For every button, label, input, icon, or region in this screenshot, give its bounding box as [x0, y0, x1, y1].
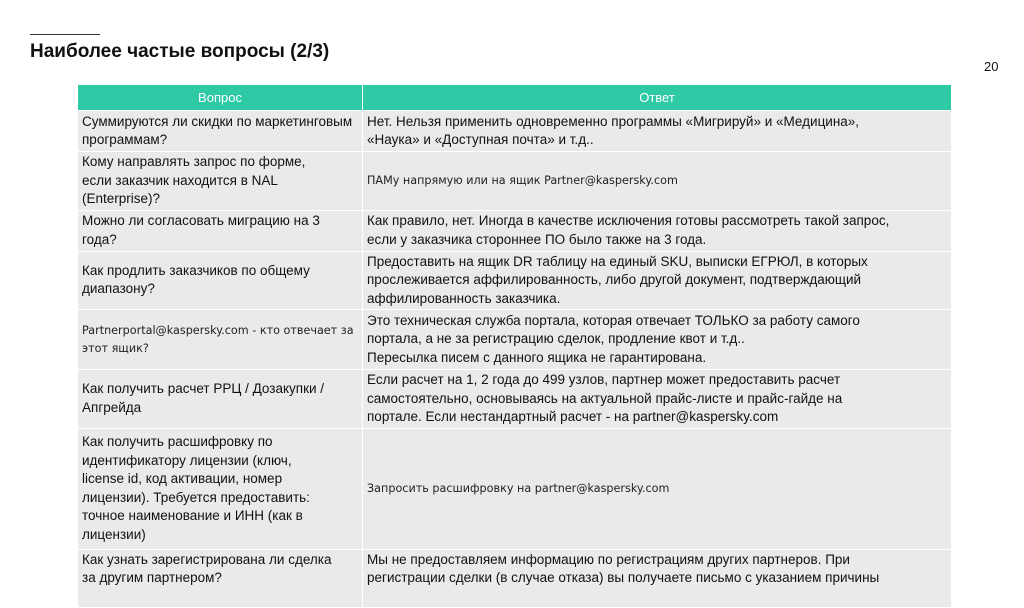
- faq-table: [77, 84, 952, 608]
- table-row: [78, 210, 952, 251]
- question-cell: Как продлить заказчиков по общему диапазону?: [78, 251, 363, 310]
- answer-cell: Мы не предоставляем информацию по регистрациям других партнеров. При регистрации сделки (в случае отказа) вы получаете письмо с указанием причины: [363, 549, 952, 607]
- answer-cell: Это техническая служба портала, которая отвечает ТОЛЬКО за работу самого портала, а не за регистрацию сделок, продление квот и т.д.. Пересылка писем с данного ящика не гарантирована.: [363, 310, 952, 370]
- question-cell: Как получить расшифровку по идентификатору лицензии (ключ, license id, код активации, номер лицензии). Требуется предоставить: точное наименование и ИНН (как в лицензии): [78, 428, 363, 549]
- page-title: Наиболее частые вопросы (2/3): [30, 41, 330, 62]
- header-answer: Ответ: [363, 85, 952, 111]
- table-row: [78, 152, 952, 211]
- question-cell: Как узнать зарегистрирована ли сделка за другим партнером?: [78, 549, 363, 607]
- question-cell: Можно ли согласовать миграцию на 3 года?: [78, 210, 363, 251]
- answer-cell: Предоставить на ящик DR таблицу на единый SKU, выписки ЕГРЮЛ, в которых прослеживается аффилированность, либо другой документ, подтверждающий аффилированность заказчика.: [363, 251, 952, 310]
- answer-cell: Как правило, нет. Иногда в качестве исключения готовы рассмотреть такой запрос, если у заказчика стороннее ПО было также на 3 года.: [363, 210, 952, 251]
- answer-cell: ПАМу напрямую или на ящик Partner@kaspersky.com: [363, 152, 952, 211]
- title-rule: [30, 34, 100, 35]
- table-row: [78, 251, 952, 310]
- table-row: [78, 549, 952, 607]
- question-cell: Кому направлять запрос по форме, если заказчик находится в NAL (Enterprise)?: [78, 152, 363, 211]
- question-cell: Суммируются ли скидки по маркетинговым программам?: [78, 111, 363, 152]
- table-row: [78, 111, 952, 152]
- table-row: [78, 370, 952, 429]
- page-number: 20: [984, 59, 999, 74]
- header-question: Вопрос: [78, 85, 363, 111]
- answer-cell: Нет. Нельзя применить одновременно программы «Мигрируй» и «Медицина», «Наука» и «Доступная почта» и т.д..: [363, 111, 952, 152]
- table-header-row: [78, 85, 952, 111]
- answer-cell: Если расчет на 1, 2 года до 499 узлов, партнер может предоставить расчет самостоятельно, основываясь на актуальной прайс-листе и прайс-гайде на портале. Если нестандартный расчет - на partner@kaspersky.com: [363, 370, 952, 429]
- table-row: [78, 310, 952, 370]
- table-row: [78, 428, 952, 549]
- question-cell: Partnerportal@kaspersky.com - кто отвечает за этот ящик?: [78, 310, 363, 370]
- question-cell: Как получить расчет РРЦ / Дозакупки / Апгрейда: [78, 370, 363, 429]
- answer-cell: Запросить расшифровку на partner@kaspersky.com: [363, 428, 952, 549]
